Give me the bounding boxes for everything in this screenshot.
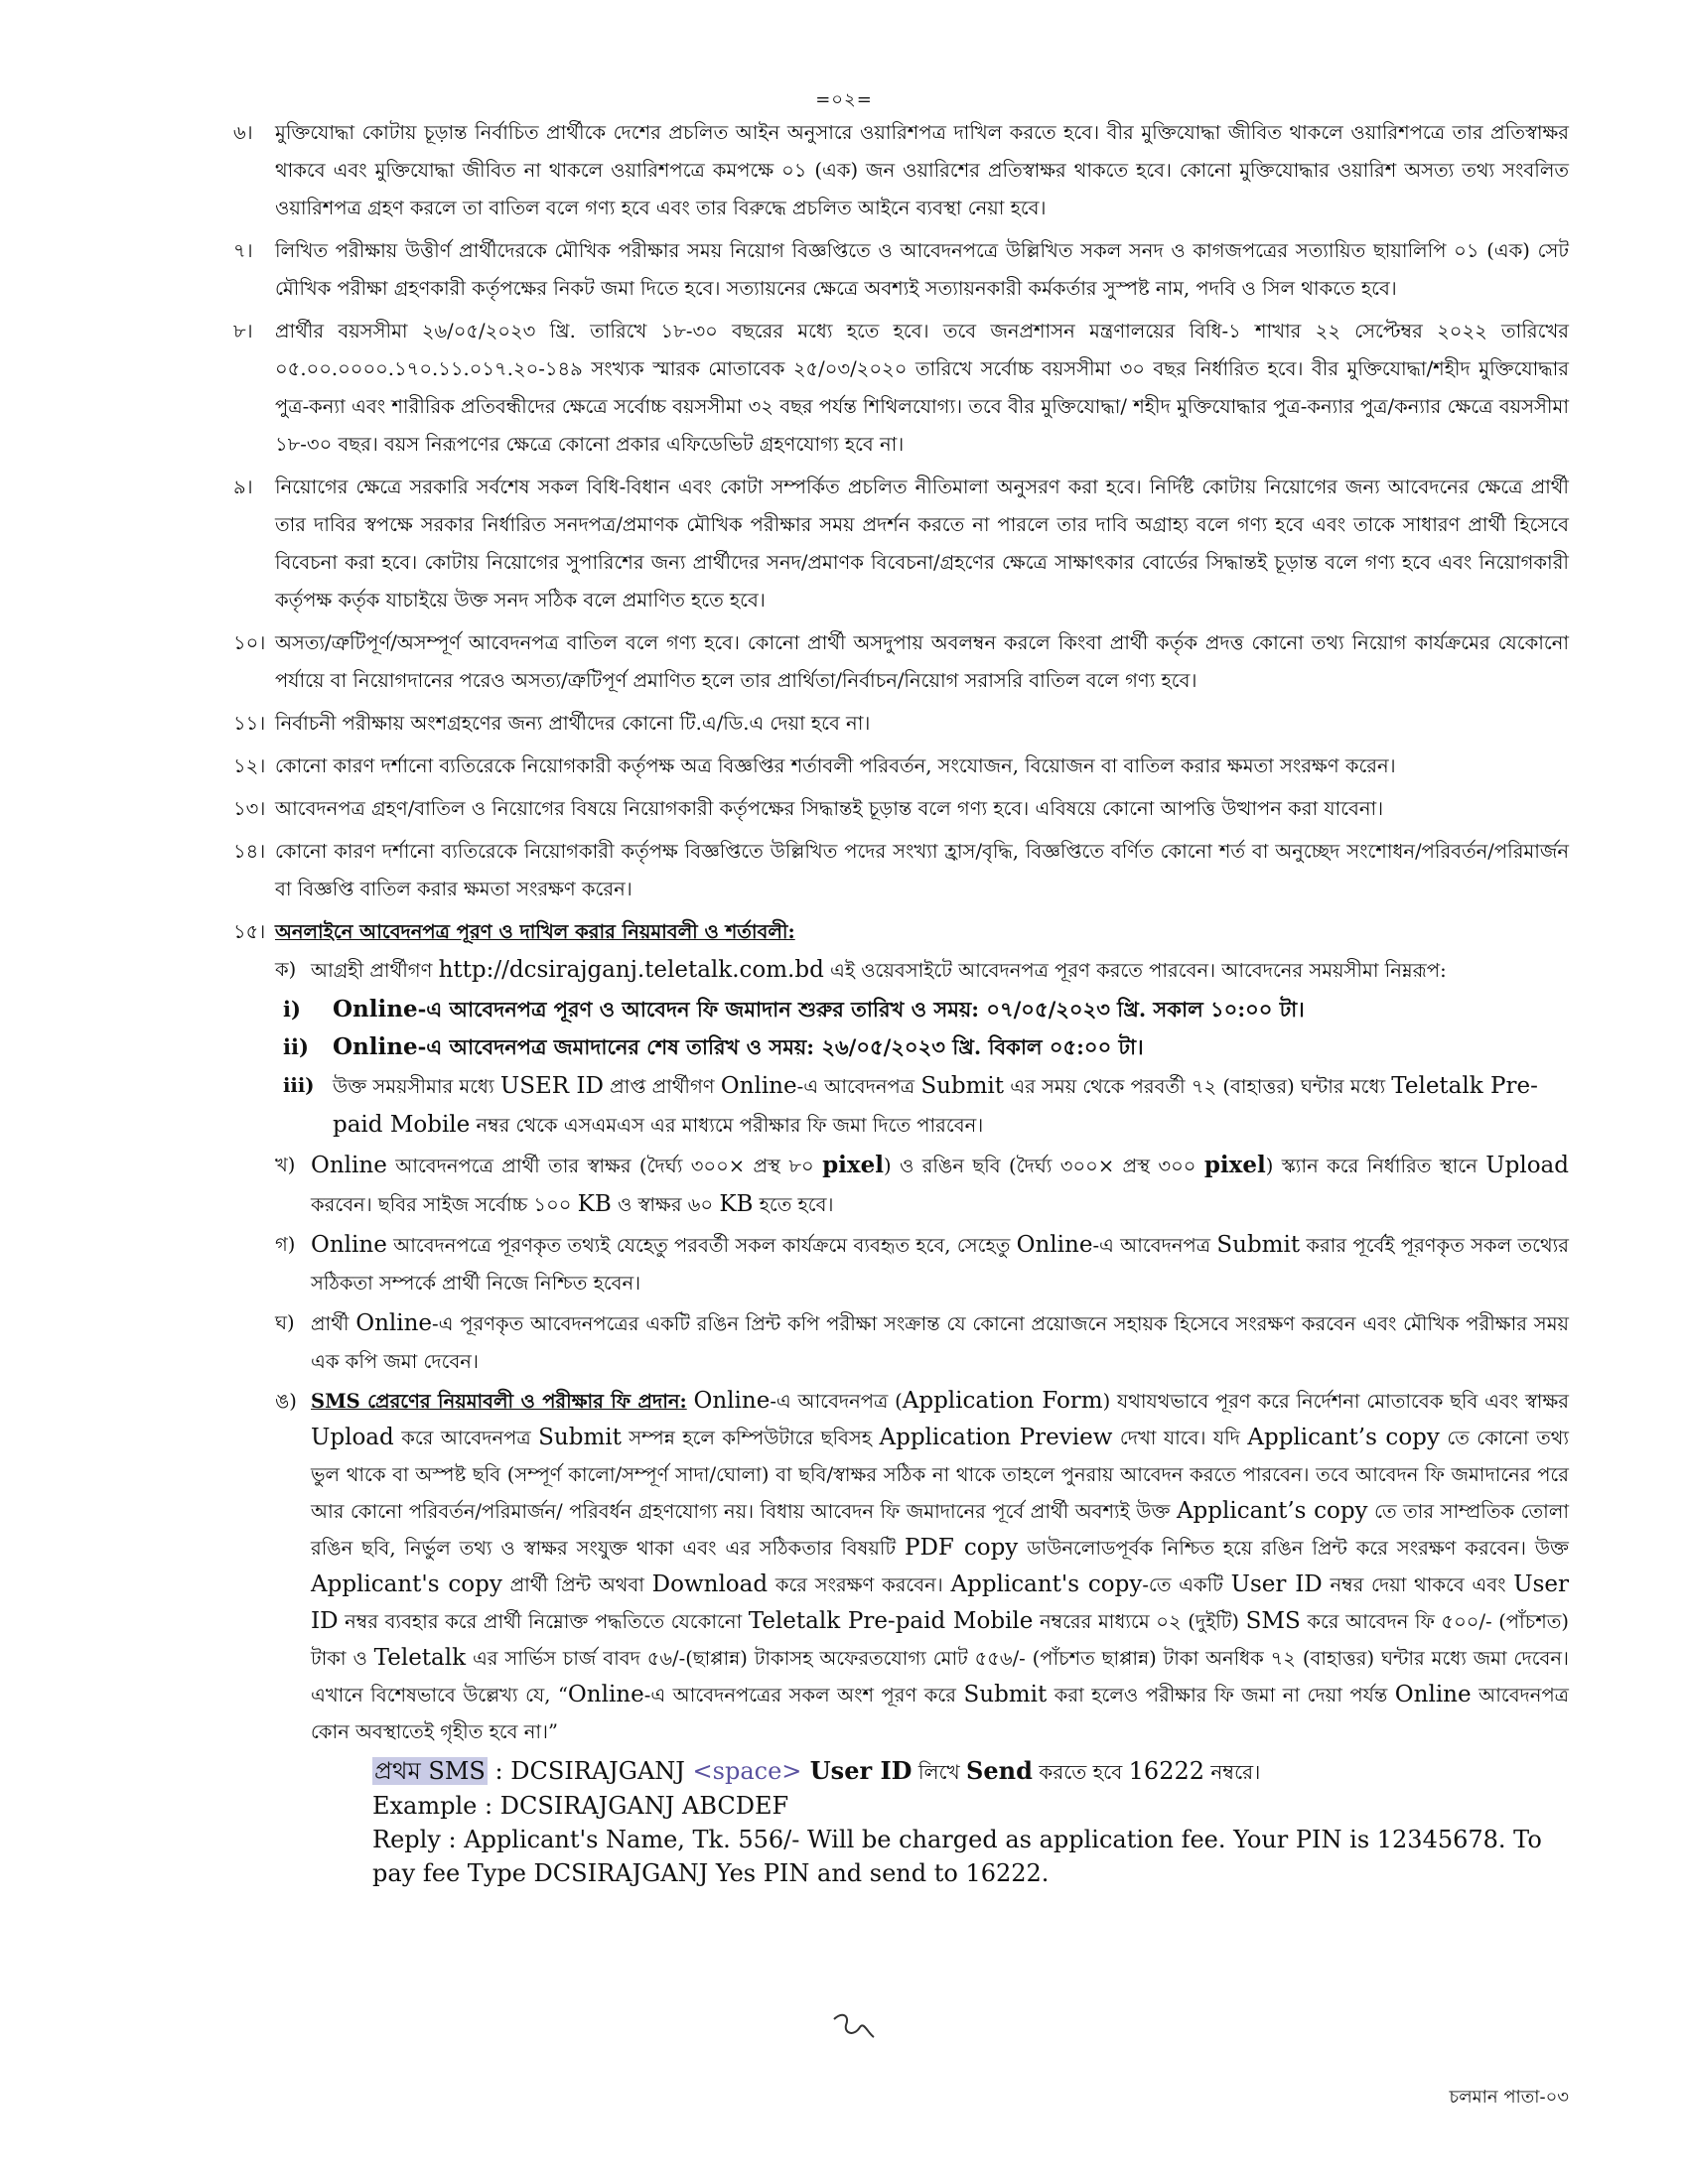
text-segment: Teletalk Pre-paid Mobile bbox=[333, 1073, 1538, 1138]
text-segment: করে সংরক্ষণ করবেন। bbox=[774, 1573, 943, 1596]
text-segment: আবেদনপত্রে পূরণকৃত তথ্যই যেহেতু পরবর্তী সকল কার্যক্রমে ব্যবহৃত হবে, সেহেতু bbox=[393, 1234, 1011, 1257]
text-segment: SMS bbox=[1245, 1608, 1301, 1634]
clause-number: ১৫। bbox=[233, 920, 266, 943]
text-segment: করার পূর্বেই পূরণকৃত সকল তথ্যের সঠিকতা সম্পর্কে প্রার্থী নিজে নিশ্চিত হবেন। bbox=[311, 1234, 1570, 1295]
text-segment: করতে হবে bbox=[1032, 1760, 1129, 1784]
subclause-mark: ক) bbox=[275, 958, 297, 981]
text-segment: -তে একটি bbox=[1142, 1573, 1223, 1596]
clause-number: ১৩। bbox=[233, 797, 266, 820]
subclause-text: আগ্রহী প্রার্থীগণ bbox=[311, 959, 433, 982]
text-segment: Download bbox=[651, 1571, 769, 1597]
timeline-mark: iii) bbox=[283, 1074, 315, 1097]
text-segment: Online bbox=[720, 1073, 797, 1099]
text-segment: Application Preview bbox=[879, 1425, 1113, 1450]
subclause-ga bbox=[233, 1226, 1569, 1302]
subclause-mark: খ) bbox=[275, 1154, 296, 1176]
section-heading: অনলাইনে আবেদনপত্র পূরণ ও দাখিল করার নিয়মাবলী ও শর্তাবলী: bbox=[275, 920, 795, 943]
text-segment: করা হলেও পরীক্ষার ফি জমা না দেয়া পর্যন্ত bbox=[1054, 1684, 1388, 1706]
text-segment: সম্পন্ন হলে কম্পিউটারে ছবিসহ bbox=[629, 1427, 873, 1449]
text-segment: তে কোনো তথ্য ভুল থাকে বা অস্পষ্ট ছবি (সম্পূর্ণ কালো/সম্পূর্ণ সাদা/ঘোলা) বা ছবি/স্বাক্ষর সঠিক না থাকে তাহলে পুনরায় আবেদন করতে পারবেন। তবে আবেদন ফি জমাদানের পরে আর কোনো পরিবর্তন/পরিমার্জন/ পরিবর্ধন গ্রহণযোগ্য নয়। বিধায় আবেদন ফি জমাদানের পূর্বে প্রার্থী অবশ্যই উক্ত bbox=[311, 1427, 1569, 1523]
text-segment: ) যথাযথভাবে পূরণ করে নির্দেশনা মোতাবেক ছবি এবং স্বাক্ষর bbox=[1102, 1390, 1569, 1413]
text-segment: KB bbox=[577, 1191, 612, 1217]
text-segment: করে আবেদন ফি ৫০০/- (পাঁচশত) টাকা ও bbox=[311, 1610, 1569, 1670]
timeline-text: -এ আবেদনপত্র জমাদানের শেষ তারিখ ও সময়: ২৬/০৫/২০২৩ খ্রি. বিকাল ০৫:০০ টা। bbox=[417, 1034, 1144, 1059]
text-segment: -এ আবেদনপত্রের সকল অংশ পূরণ করে bbox=[643, 1684, 956, 1706]
sms-example: Example : DCSIRAJGANJ ABCDEF bbox=[372, 1792, 789, 1820]
text-segment: Teletalk Pre-paid Mobile bbox=[748, 1608, 1034, 1634]
text-segment: আবেদনপত্রে প্রার্থী তার স্বাক্ষর (দৈর্ঘ্য ৩০০× প্রস্থ ৮০ bbox=[395, 1155, 814, 1177]
clause-number: ১৪। bbox=[233, 840, 266, 863]
text-segment: Online bbox=[567, 1682, 644, 1707]
text-segment: Online bbox=[693, 1388, 771, 1414]
text-segment: -এ আবেদনপত্র bbox=[1092, 1234, 1211, 1257]
text-segment: নম্বর দেয়া থাকবে এবং bbox=[1330, 1573, 1506, 1596]
clause-text: আবেদনপত্র গ্রহণ/বাতিল ও নিয়োগের বিষয়ে নিয়োগকারী কর্তৃপক্ষের সিদ্ধান্তই চূড়ান্ত বলে গণ্য হবে। এবিষয়ে কোনো আপত্তি উত্থাপন করা যাবেনা। bbox=[275, 797, 1384, 820]
text-segment: ও স্বাক্ষর ৬০ bbox=[617, 1193, 714, 1216]
clause-14 bbox=[233, 833, 1569, 908]
clause-text: মুক্তিযোদ্ধা কোটায় চূড়ান্ত নির্বাচিত প্রার্থীকে দেশের প্রচলিত আইন অনুসারে ওয়ারিশপত্র দাখিল করতে হবে। বীর মুক্তিযোদ্ধা জীবিত থাকলে ওয়ারিশপত্রে তার প্রতিস্বাক্ষর থাকবে এবং মুক্তিযোদ্ধা জীবিত না থাকলে ওয়ারিশপত্রে কমপক্ষে ০১ (এক) জন ওয়ারিশের প্রতিস্বাক্ষর থাকতে হবে। কোনো মুক্তিযোদ্ধার ওয়ারিশ অসত্য তথ্য সংবলিত ওয়ারিশপত্র গ্রহণ করলে তা বাতিল বলে গণ্য হবে এবং তার বিরুদ্ধে প্রচলিত আইনে ব্যবস্থা নেয়া হবে। bbox=[275, 121, 1569, 219]
sms-reply: Reply : Applicant's Name, Tk. 556/- Will be charged as application fee. Your PIN is 12345678. To pay fee Type DCSIRAJGANJ Yes PIN and send to 16222. bbox=[372, 1826, 1542, 1887]
clause-6 bbox=[233, 114, 1569, 227]
text-segment: Online bbox=[1394, 1682, 1472, 1707]
subclause-uo bbox=[233, 1383, 1569, 1750]
clause-text: লিখিত পরীক্ষায় উত্তীর্ণ প্রার্থীদেরকে মৌখিক পরীক্ষার সময় নিয়োগ বিজ্ঞপ্তিতে ও আবেদনপত্রে উল্লিখিত সকল সনদ ও কাগজপত্রের সত্যায়িত ছায়ালিপি ০১ (এক) সেট মৌখিক পরীক্ষা গ্রহণকারী কর্তৃপক্ষের নিকট জমা দিতে হবে। সত্যায়নের ক্ষেত্রে অবশ্যই সত্যায়নকারী কর্মকর্তার সুস্পষ্ট নাম, পদবি ও সিল থাকতে হবে। bbox=[275, 239, 1569, 300]
clause-12 bbox=[233, 748, 1569, 785]
text-segment: Applicant’s copy bbox=[1176, 1498, 1368, 1524]
text-segment: Online bbox=[1016, 1232, 1093, 1258]
text-segment: Applicant's copy bbox=[950, 1571, 1143, 1597]
timeline-online: Online bbox=[333, 996, 418, 1023]
clause-number: ১০। bbox=[233, 631, 266, 654]
short-code: 16222 bbox=[1128, 1757, 1205, 1785]
text-segment: pixel bbox=[1203, 1152, 1266, 1178]
clause-9 bbox=[233, 469, 1569, 619]
text-segment: Send bbox=[966, 1756, 1033, 1785]
clause-text: নিয়োগের ক্ষেত্রে সরকারি সর্বশেষ সকল বিধি-বিধান এবং কোটা সম্পর্কিত প্রচলিত নীতিমালা অনুসরণ করা হবে। নির্দিষ্ট কোটায় নিয়োগের জন্য আবেদনের ক্ষেত্রে প্রার্থী তার দাবির স্বপক্ষে সরকার নির্ধারিত সনদপত্র/প্রমাণক মৌখিক পরীক্ষার সময় প্রদর্শন করতে না পারলে তার দাবি অগ্রাহ্য বলে গণ্য হবে এবং তাকে সাধারণ প্রার্থী হিসেবে বিবেচনা করা হবে। কোটায় নিয়োগের সুপারিশের জন্য প্রার্থীদের সনদ/প্রমাণক বিবেচনা/গ্রহণের ক্ষেত্রে সাক্ষাৎকার বোর্ডের সিদ্ধান্তই চূড়ান্ত বলে গণ্য হবে এবং নিয়োগকারী কর্তৃপক্ষ কর্তৃক যাচাইয়ে উক্ত সনদ সঠিক বলে প্রমাণিত হতে হবে। bbox=[275, 476, 1569, 612]
application-url-link[interactable]: http://dcsirajganj.teletalk.com.bd bbox=[438, 957, 824, 983]
subclause-mark: গ) bbox=[275, 1233, 296, 1256]
subclause-mark: ঘ) bbox=[275, 1311, 295, 1334]
text-segment: ডাউনলোডপূর্বক নিশ্চিত হয়ে রঙিন প্রিন্ট করে সংরক্ষণ করবেন। উক্ত bbox=[1027, 1537, 1569, 1560]
text-segment: প্রাপ্ত প্রার্থীগণ bbox=[610, 1075, 715, 1098]
text-segment: Online bbox=[311, 1153, 387, 1178]
text-segment: Applicant's copy bbox=[311, 1571, 502, 1597]
text-segment: User ID bbox=[311, 1571, 1570, 1634]
text-segment: -এ পূরণকৃত আবেদনপত্রের একটি রঙিন প্রিন্ট কপি পরীক্ষা সংক্রান্ত যে কোনো প্রয়োজনে সহায়ক হিসেবে সংরক্ষণ করবেন এবং মৌখিক পরীক্ষার সময় এক কপি জমা দেবেন। bbox=[311, 1312, 1570, 1373]
text-segment: দেখা যাবে। যদি bbox=[1119, 1427, 1240, 1449]
text-segment: করবেন। ছবির সাইজ সর্বোচ্চ ১০০ bbox=[311, 1193, 572, 1216]
timeline-mark: i) bbox=[283, 997, 301, 1022]
clause-11 bbox=[233, 705, 1569, 743]
text-segment: ) স্ক্যান করে নির্ধারিত স্থানে bbox=[1265, 1155, 1477, 1177]
text-segment: উক্ত সময়সীমার মধ্যে bbox=[333, 1075, 494, 1098]
timeline-end bbox=[233, 1029, 1569, 1065]
text-segment: -এ আবেদনপত্র ( bbox=[770, 1390, 903, 1413]
continued-page-note: চলমান পাতা-০৩ bbox=[1449, 2087, 1569, 2108]
clause-number: ৭। bbox=[233, 239, 253, 262]
text-segment: pixel bbox=[822, 1152, 884, 1178]
clause-number: ১১। bbox=[233, 712, 266, 735]
sms-first-line bbox=[372, 1754, 1569, 1789]
sms-instructions bbox=[372, 1754, 1569, 1890]
text-segment: লিখে bbox=[912, 1760, 967, 1784]
text-segment: নম্বর ব্যবহার করে প্রার্থী নিম্নোক্ত পদ্ধতিতে যেকোনো bbox=[345, 1610, 743, 1633]
text-segment: User ID bbox=[801, 1756, 913, 1785]
text-segment: PDF copy bbox=[904, 1535, 1019, 1561]
clause-7 bbox=[233, 232, 1569, 308]
text-segment: Teletalk bbox=[373, 1645, 467, 1671]
timeline-text: -এ আবেদনপত্র পূরণ ও আবেদন ফি জমাদান শুরুর তারিখ ও সময়: ০৭/০৫/২০২৩ খ্রি. সকাল ১০:০০ টা। bbox=[417, 997, 1305, 1022]
text-segment: আবেদনপত্র কোন অবস্থাতেই গৃহীত হবে না।” bbox=[311, 1684, 1570, 1743]
text-segment: Submit bbox=[963, 1682, 1048, 1707]
text-segment: নম্বরে। bbox=[1204, 1760, 1261, 1784]
clause-number: ৮। bbox=[233, 320, 253, 342]
clause-text: প্রার্থীর বয়সসীমা ২৬/০৫/২০২৩ খ্রি. তারিখে ১৮-৩০ বছরের মধ্যে হতে হবে। তবে জনপ্রশাসন মন্ত্রণালয়ের বিধি-১ শাখার ২২ সেপ্টেম্বর ২০২২ তারিখের ০৫.০০.০০০০.১৭০.১১.০১৭.২০-১৪৯ সংখ্যক স্মারক মোতাবেক ২৫/০৩/২০২০ তারিখে সর্বোচ্চ বয়সসীমা ৩০ বছর নির্ধারিত হবে। বীর মুক্তিযোদ্ধা/শহীদ মুক্তিযোদ্ধার পুত্র-কন্যা এবং শারীরিক প্রতিবন্ধীদের ক্ষেত্রে সর্বোচ্চ বয়সসীমা ৩২ বছর পর্যন্ত শিথিলযোগ্য। তবে বীর মুক্তিযোদ্ধা/ শহীদ মুক্তিযোদ্ধার পুত্র-কন্যার পুত্র/কন্যার ক্ষেত্রে বয়সসীমা ১৮-৩০ বছর। বয়স নিরূপণের ক্ষেত্রে কোনো প্রকার এফিডেভিট গ্রহণযোগ্য হবে না। bbox=[275, 320, 1569, 456]
clause-number: ১২। bbox=[233, 754, 266, 777]
text-segment: User ID bbox=[1230, 1571, 1323, 1597]
sms-label: প্রথম SMS bbox=[374, 1757, 486, 1785]
subclause-mark: ঙ) bbox=[275, 1390, 297, 1413]
clause-text: নির্বাচনী পরীক্ষায় অংশগ্রহণের জন্য প্রার্থীদের কোনো টি.এ/ডি.এ দেয়া হবে না। bbox=[275, 712, 871, 735]
subclause-gha bbox=[233, 1304, 1569, 1381]
text-segment: করে আবেদনপত্র bbox=[401, 1427, 531, 1449]
clause-8 bbox=[233, 313, 1569, 464]
text-segment: Submit bbox=[1216, 1232, 1301, 1258]
subclause-ka bbox=[233, 951, 1569, 990]
text-segment: Online bbox=[311, 1232, 387, 1258]
clause-number: ৬। bbox=[233, 121, 253, 144]
timeline-online: Online bbox=[333, 1033, 418, 1060]
subclause-text: এই ওয়েবসাইটে আবেদনপত্র পূরণ করতে পারবেন। আবেদনের সময়সীমা নিম্নরূপ: bbox=[830, 959, 1447, 982]
clause-10 bbox=[233, 624, 1569, 700]
clause-13 bbox=[233, 790, 1569, 828]
clause-text: কোনো কারণ দর্শানো ব্যতিরেকে নিয়োগকারী কর্তৃপক্ষ অত্র বিজ্ঞপ্তির শর্তাবলী পরিবর্তন, সংযোজন, বিয়োজন বা বাতিল করার ক্ষমতা সংরক্ষণ করেন। bbox=[275, 754, 1396, 777]
text-segment: Application Form bbox=[902, 1388, 1103, 1414]
text-segment: Submit bbox=[920, 1073, 1005, 1099]
text-segment: হতে হবে। bbox=[759, 1193, 834, 1216]
document-body bbox=[233, 114, 1569, 1890]
text-segment: -এ আবেদনপত্র bbox=[796, 1075, 915, 1098]
text-segment: এর সার্ভিস চার্জ বাবদ ৫৬/-(ছাপ্পান্ন) টাকাসহ অফেরতযোগ্য মোট ৫৫৬/- (পাঁচশত ছাপ্পান্ন) টাকা অনধিক ৭২ (বাহাত্তর) ঘন্টার মধ্যে জমা দেবেন। এখানে বিশেষভাবে উল্লেখ্য যে, “ bbox=[311, 1647, 1569, 1706]
timeline-start bbox=[233, 992, 1569, 1027]
text-segment: এর সময় থেকে পরবর্তী ৭২ (বাহাত্তর) ঘন্টার মধ্যে bbox=[1010, 1075, 1386, 1098]
initial-signature-mark bbox=[824, 2007, 884, 2047]
sms-heading: SMS প্রেরণের নিয়মাবলী ও পরীক্ষার ফি প্রদান: bbox=[311, 1390, 687, 1413]
text-segment: Applicant’s copy bbox=[1247, 1425, 1440, 1450]
text-segment: KB bbox=[719, 1191, 754, 1217]
text-segment: প্রার্থী bbox=[311, 1312, 350, 1335]
text-segment: Online bbox=[355, 1310, 433, 1336]
text-segment: নম্বর থেকে এসএমএস এর মাধ্যমে পরীক্ষার ফি জমা দিতে পারবেন। bbox=[476, 1114, 984, 1137]
subclause-kha bbox=[233, 1147, 1569, 1224]
clause-text: অসত্য/ত্রুটিপূর্ণ/অসম্পূর্ণ আবেদনপত্র বাতিল বলে গণ্য হবে। কোনো প্রার্থী অসদুপায় অবলম্বন করলে কিংবা প্রার্থী কর্তৃক প্রদত্ত কোনো তথ্য নিয়োগ কার্যক্রমের যেকোনো পর্যায়ে বা নিয়োগদানের পরেও অসত্য/ত্রুটিপূর্ণ প্রমাণিত হলে তার প্রার্থিতা/নির্বাচন/নিয়োগ সরাসরি বাতিল বলে গণ্য হবে। bbox=[275, 631, 1569, 692]
timeline-mark: ii) bbox=[283, 1034, 309, 1059]
text-segment: ) ও রঙিন ছবি (দৈর্ঘ্য ৩০০× প্রস্থ ৩০০ bbox=[883, 1155, 1196, 1177]
space-placeholder: <space> bbox=[692, 1757, 802, 1785]
clause-15 bbox=[233, 913, 1569, 951]
text-segment: তে তার সাম্প্রতিক তোলা রঙিন ছবি, নির্ভুল তথ্য ও স্বাক্ষর সংযুক্ত থাকা এবং এর সঠিকতার বিষয়টি bbox=[311, 1500, 1569, 1560]
text-segment: প্রার্থী প্রিন্ট অথবা bbox=[509, 1573, 644, 1596]
text-segment: Upload bbox=[311, 1425, 394, 1450]
page-number: =০২= bbox=[815, 89, 873, 110]
text-segment: USER ID bbox=[499, 1073, 604, 1099]
clause-number: ৯। bbox=[233, 476, 253, 498]
text-segment: : DCSIRAJGANJ bbox=[487, 1757, 693, 1785]
text-segment: Submit bbox=[538, 1425, 622, 1450]
clause-text: কোনো কারণ দর্শানো ব্যতিরেকে নিয়োগকারী কর্তৃপক্ষ বিজ্ঞপ্তিতে উল্লিখিত পদের সংখ্যা হ্রাস/বৃদ্ধি, বিজ্ঞপ্তিতে বর্ণিত কোনো শর্ত বা অনুচ্ছেদ সংশোধন/পরিবর্তন/পরিমার্জন বা বিজ্ঞপ্তি বাতিল করার ক্ষমতা সংরক্ষণ করেন। bbox=[275, 840, 1569, 900]
timeline-payment bbox=[233, 1067, 1569, 1145]
text-segment: নম্বরের মাধ্যমে ০২ (দুইটি) bbox=[1039, 1610, 1240, 1633]
text-segment: Upload bbox=[1485, 1153, 1569, 1178]
